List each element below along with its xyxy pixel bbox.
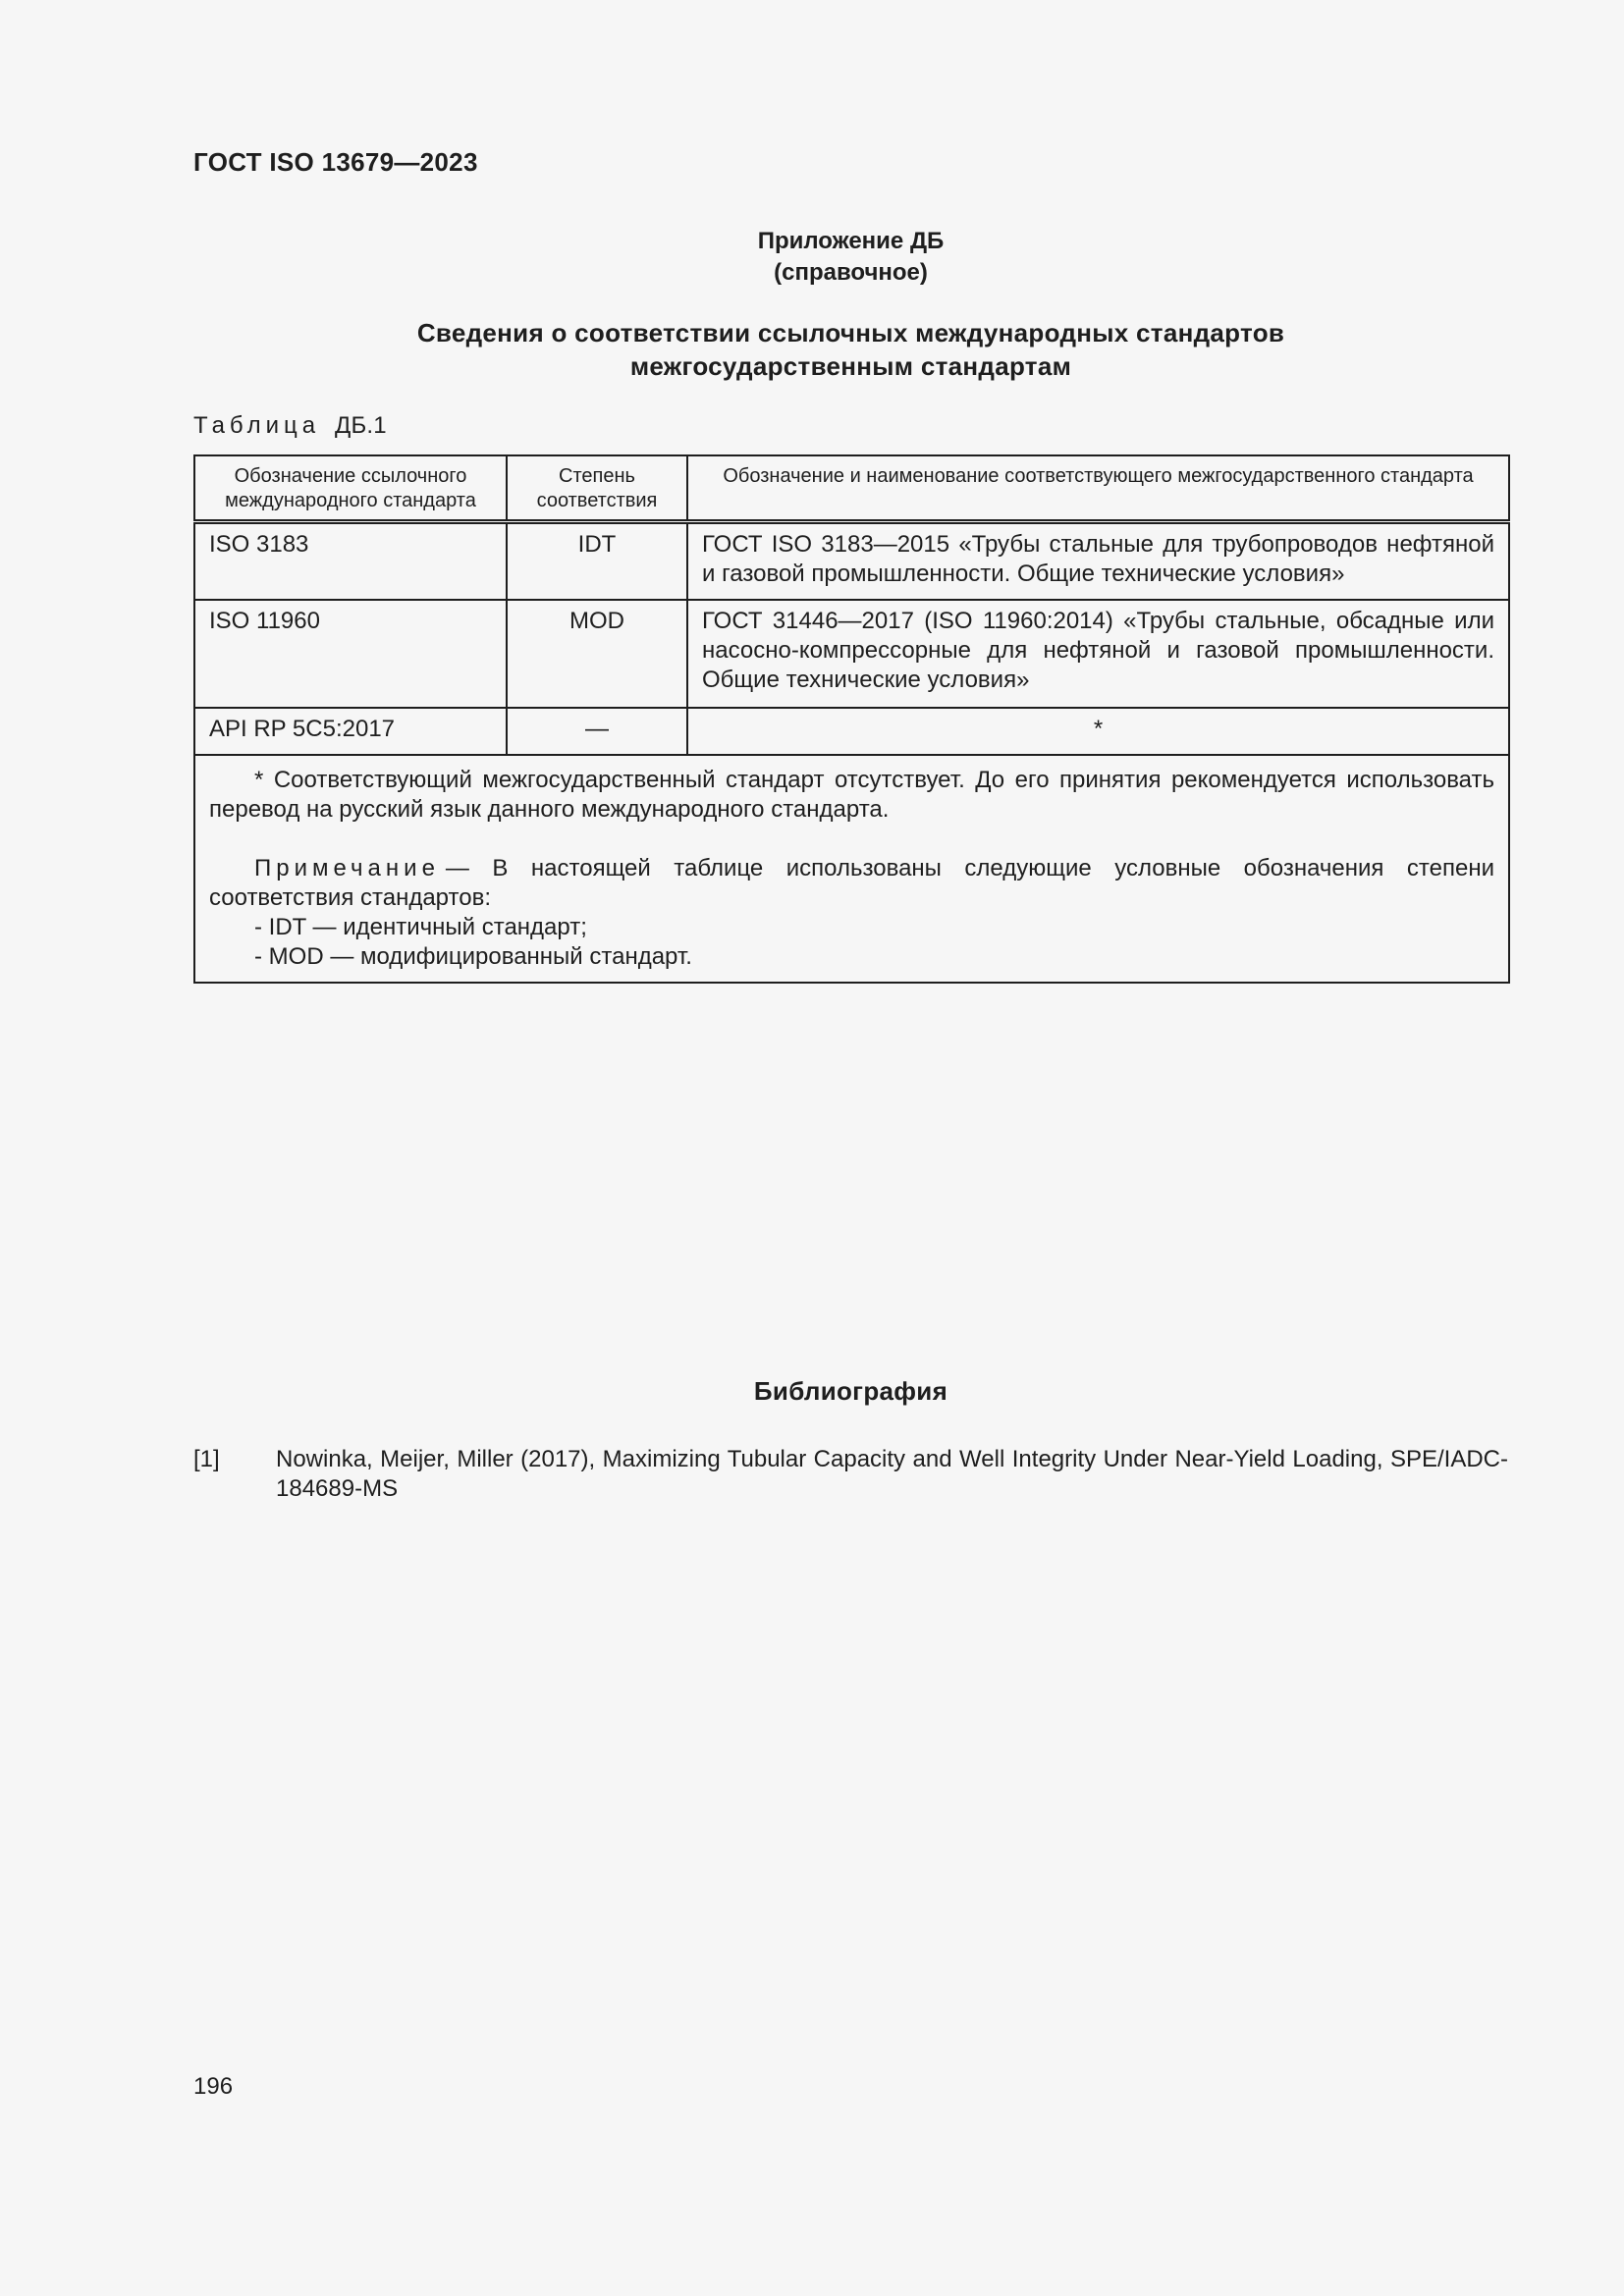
note-text: — В настоящей таблице использованы следующие условные обозначения степени соответствия стандартов: bbox=[209, 854, 1494, 911]
note-item: - MOD — модифицированный стандарт. bbox=[254, 942, 692, 970]
table-row bbox=[194, 522, 1509, 600]
cell-national: ГОСТ ISO 3183—2015 «Трубы стальные для трубопроводов нефтяной и газовой промышленности. Общие технические условия» bbox=[687, 522, 1509, 600]
page-number: 196 bbox=[193, 2073, 234, 2100]
table-caption bbox=[193, 412, 387, 440]
bibliography-entry-text: Nowinka, Meijer, Miller (2017), Maximizing Tubular Capacity and Well Integrity Under Near-Yield Loading, SPE/IADC-184689-MS bbox=[276, 1446, 1508, 1502]
note-label: Примечание bbox=[254, 854, 440, 881]
cell-reference: API RP 5C5:2017 bbox=[194, 708, 507, 755]
standards-table bbox=[193, 454, 1510, 984]
cell-degree: — bbox=[507, 708, 687, 755]
bibliography-heading: Библиография bbox=[753, 1376, 948, 1406]
document-code: ГОСТ ISO 13679—2023 bbox=[193, 147, 478, 177]
appendix-type: (справочное) bbox=[774, 259, 928, 286]
table-caption-word: Таблица bbox=[193, 412, 321, 439]
table-row bbox=[194, 708, 1509, 755]
appendix-label-block bbox=[193, 226, 1508, 289]
cell-reference: ISO 11960 bbox=[194, 600, 507, 708]
cell-degree: IDT bbox=[507, 522, 687, 600]
note-item: - IDT — идентичный стандарт; bbox=[254, 913, 587, 940]
header-national-standard: Обозначение и наименование соответствующего межгосударственного стандарта bbox=[687, 455, 1509, 522]
cell-degree: MOD bbox=[507, 600, 687, 708]
table-caption-number: ДБ.1 bbox=[334, 412, 387, 439]
header-reference-standard: Обозначение ссылочного международного стандарта bbox=[194, 455, 507, 522]
table-notes-cell bbox=[194, 755, 1509, 983]
appendix-title-line-1: Сведения о соответствии ссылочных международных стандартов bbox=[416, 318, 1285, 347]
appendix-title-line-2: межгосударственным стандартам bbox=[629, 351, 1072, 381]
bibliography-entry-number: [1] bbox=[193, 1446, 220, 1472]
header-degree: Степень соответствия bbox=[507, 455, 687, 522]
appendix-title bbox=[193, 316, 1508, 383]
table-notes-row bbox=[194, 755, 1509, 983]
table-header-row bbox=[194, 455, 1509, 522]
appendix-label: Приложение ДБ bbox=[757, 228, 945, 254]
cell-national: * bbox=[687, 708, 1509, 755]
table-row bbox=[194, 600, 1509, 708]
cell-national: ГОСТ 31446—2017 (ISO 11960:2014) «Трубы стальные, обсадные или насосно-компрессорные для нефтяной и газовой промышленности. Общие технические условия» bbox=[687, 600, 1509, 708]
table-note bbox=[209, 854, 1494, 913]
table-footnote: * Соответствующий межгосударственный стандарт отсутствует. До его принятия рекомендуется использовать перевод на русский язык данного международного стандарта. bbox=[209, 766, 1494, 823]
cell-reference: ISO 3183 bbox=[194, 522, 507, 600]
bibliography-entry bbox=[193, 1445, 1508, 1504]
